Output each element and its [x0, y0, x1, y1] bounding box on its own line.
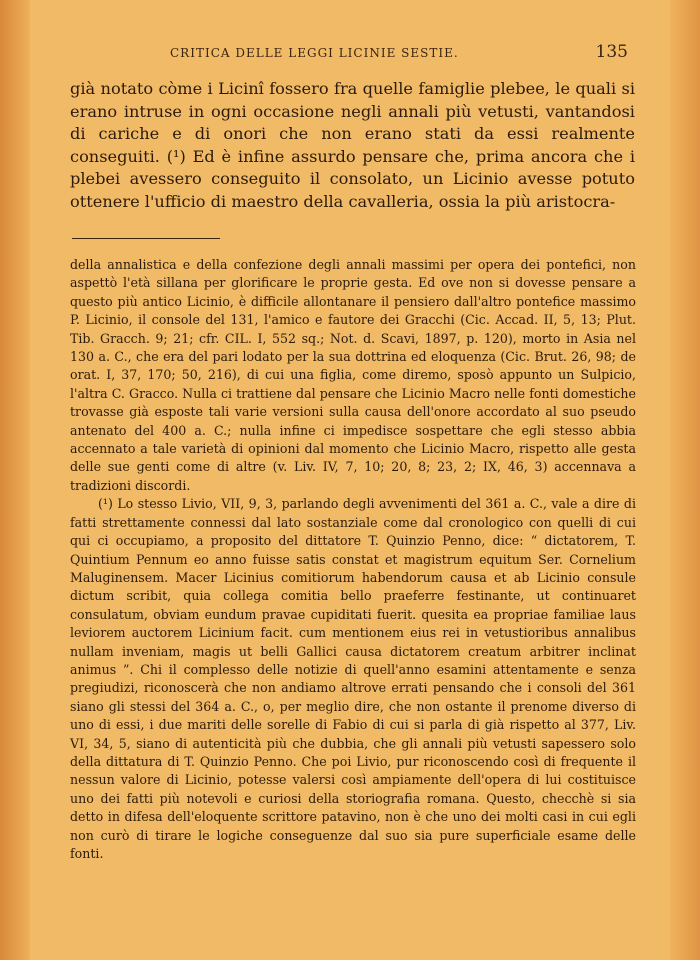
running-title: CRITICA DELLE LEGGI LICINIE SESTIE.	[170, 46, 459, 60]
body-paragraph: già notato còme i Licinî fossero fra quelle famiglie plebee, le quali si erano intruse in ogni occasione negli annali più vetusti, vantandosi di cariche e di onori che non erano stati da essi realmente conseguiti. (¹) Ed è infine assurdo pensare che, prima ancora che i plebei avessero conseguito il consolato, un Licinio avesse potuto ottenere l'ufficio di maestro della cavalleria, ossia la più aristocra-	[70, 79, 635, 211]
footnote-separator	[72, 238, 220, 239]
footnote-continuation: della annalistica e della confezione degli annali massimi per opera dei pontefici, non aspettò l'età sillana per glorificare le proprie gesta. Ed ove non si dovesse pensare a questo più antico Licinio, è difficile allontanare il pensiero dall'altro pontefice massimo P. Licinio, il console del 131, l'amico e fautore dei Gracchi (Cic. Accad. II, 5, 13; Plut. Tib. Gracch. 9; 21; cfr. CIL. I, 552 sq.; Not. d. Scavi, 1897, p. 120), morto in Asia nel 130 a. C., che era del pari lodato per la sua dottrina ed eloquenza (Cic. Brut. 26, 98; de orat. I, 37, 170; 50, 216), di cui una figlia, come diremo, sposò appunto un Sulpicio, l'altra C. Gracco. Nulla ci trattiene dal pensare che Licinio Macro nelle fonti domestiche trovasse già esposte tali varie versioni sulla causa dell'onore accordato al suo pseudo antenato del 400 a. C.; nulla infine ci impedisce sospettare che egli stesso abbia accennato a tale varietà di opinioni dal momento che Licinio Macro, rispetto alle gesta delle sue genti come di altre (v. Liv. IV, 7, 10; 20, 8; 23, 2; IX, 46, 3) accennava a tradizioni discordi.	[70, 257, 636, 493]
footnotes	[70, 256, 636, 863]
footnote-1: (¹) Lo stesso Livio, VII, 9, 3, parlando degli avvenimenti del 361 a. C., vale a dire di fatti strettamente connessi dal lato sostanziale come dal cronologico con quelli di cui qui ci occupiamo, a proposito del dittatore T. Quinzio Penno, dice: “ dictatorem, T. Quintium Pennum eo anno fuisse satis constat et magistrum equitum Ser. Cornelium Maluginensem. Macer Licinius comitiorum habendorum causa et ab Licinio consule dictum scribit, quia collega comitia bello praeferre festinante, ut continuaret consulatum, obviam eundum pravae cupiditati fuerit. quesita ea propriae familiae laus leviorem auctorem Licinium facit. cum mentionem eius rei in vetustioribus annalibus nullam inveniam, magis ut belli Gallici causa dictatorem creatum arbitrer inclinat animus ”. Chi il complesso delle notizie di quell'anno esamini attentamente e senza pregiudizi, riconoscerà che non andiamo altrove errati pensando che i consoli del 361 siano gli stessi del 364 a. C., o, per meglio dire, che non ostante il prenome diverso di uno di essi, i due mariti delle sorelle di Fabio di cui si parla di già rispetto al 377, Liv. VI, 34, 5, siano di autenticità più che dubbia, che gli annali più vetusti sapessero solo della dittatura di T. Quinzio Penno. Che poi Livio, pur riconoscendo così di frequente il nessun valore di Licinio, potesse valersi così ampiamente dell'opera di lui costituisce uno dei fatti più notevoli e curiosi della storiografia romana. Questo, checchè si sia detto in difesa dell'eloquente scrittore patavino, non è che uno dei molti casi in cui egli non curò di tirare le logiche conseguenze dal suo sia pure superficiale esame delle fonti.	[70, 496, 636, 861]
book-page	[30, 0, 670, 960]
running-header	[70, 42, 630, 66]
main-text	[70, 78, 635, 214]
page-number: 135	[595, 42, 628, 62]
